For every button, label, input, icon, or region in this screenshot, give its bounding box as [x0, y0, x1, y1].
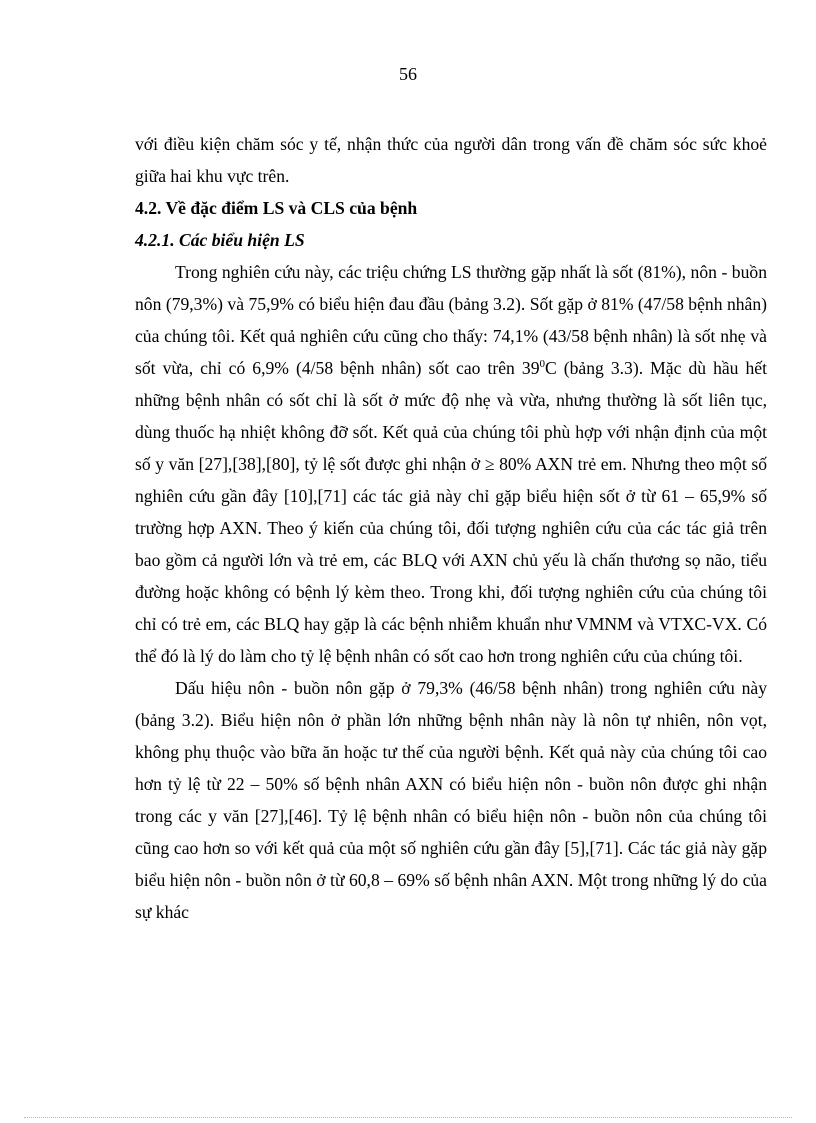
paragraph-vomiting: Dấu hiệu nôn - buồn nôn gặp ở 79,3% (46/58 bệnh nhân) trong nghiên cứu này (bảng 3.2). Biểu hiện nôn ở phần lớn những bệnh nhân này là nôn tự nhiên, nôn vọt, không phụ thuộc vào bữa ăn hoặc tư thế của người bệnh. Kết quả này của chúng tôi cao hơn tỷ lệ từ 22 – 50% số bệnh nhân AXN có biểu hiện nôn - buồn nôn được ghi nhận trong các y văn [27],[46]. Tỷ lệ bệnh nhân có biểu hiện nôn - buồn nôn của chúng tôi cũng cao hơn so với kết quả của một số nghiên cứu gần đây [5],[71]. Các tác giả này gặp biểu hiện nôn - buồn nôn ở từ 60,8 – 69% số bệnh nhân AXN. Một trong những lý do của sự khác — [135, 678, 767, 922]
continuation-paragraph: với điều kiện chăm sóc y tế, nhận thức của người dân trong vấn đề chăm sóc sức khoẻ giữa hai khu vực trên. — [135, 134, 767, 186]
page-number: 56 — [399, 64, 417, 84]
section-heading: 4.2. Về đặc điểm LS và CLS của bệnh — [135, 198, 418, 218]
paragraph-fever-part1: Trong nghiên cứu này, các triệu chứng LS thường gặp nhất là sốt (81%), nôn - buồn nôn (79,3%) và 75,9% có biểu hiện đau đầu (bảng 3.2). Sốt gặp ở 81% (47/58 bệnh nhân) của chúng tôi. Kết quả nghiên cứu cũng cho thấy: 74,1% (43/58 bệnh nhân) là sốt nhẹ và sốt vừa, chỉ có 6,9% (4/58 bệnh nhân) sốt cao trên 39 — [135, 262, 767, 378]
paragraph-fever — [135, 256, 767, 672]
body-text — [135, 128, 767, 928]
page-bottom-divider — [24, 1117, 792, 1118]
paragraph-fever-part2: C (bảng 3.3). Mặc dù hầu hết những bệnh nhân có sốt chỉ là sốt ở mức độ nhẹ và vừa, nhưng thường là sốt liên tục, dùng thuốc hạ nhiệt không đỡ sốt. Kết quả của chúng tôi phù hợp với nhận định của một số y văn [27],[38],[80], tỷ lệ sốt được ghi nhận ở ≥ 80% AXN trẻ em. Nhưng theo một số nghiên cứu gần đây [10],[71] các tác giả này chỉ gặp biểu hiện sốt ở từ 61 – 65,9% số trường hợp AXN. Theo ý kiến của chúng tôi, đối tượng nghiên cứu của các tác giả trên bao gồm cả người lớn và trẻ em, các BLQ với AXN chủ yếu là chấn thương sọ não, tiểu đường hoặc không có bệnh lý kèm theo. Trong khi, đối tượng nghiên cứu của chúng tôi chỉ có trẻ em, các BLQ hay gặp là các bệnh nhiễm khuẩn như VMNM và VTXC-VX. Có thể đó là lý do làm cho tỷ lệ bệnh nhân có sốt cao hơn trong nghiên cứu của chúng tôi. — [135, 358, 768, 666]
subsection-heading: 4.2.1. Các biểu hiện LS — [135, 230, 305, 250]
degree-superscript: 0 — [539, 358, 545, 371]
